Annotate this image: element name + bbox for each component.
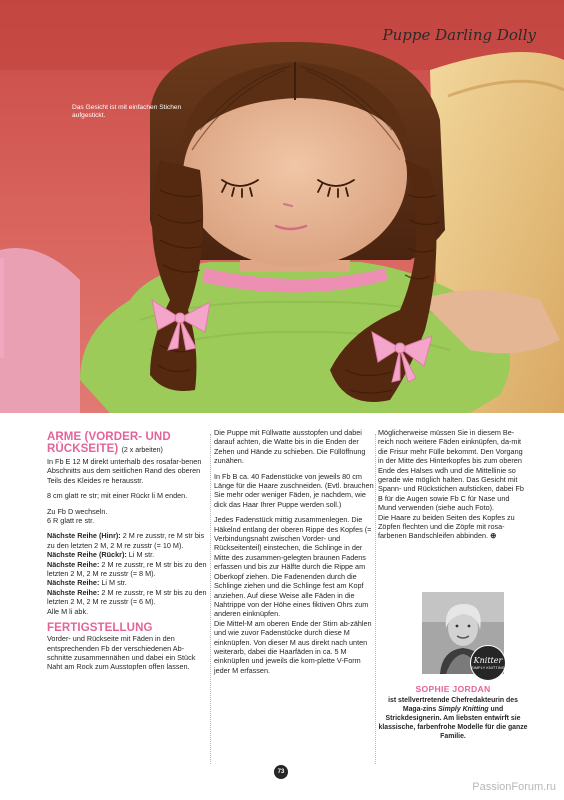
end-mark-icon: ⊕ bbox=[490, 531, 497, 541]
paragraph: Möglicherweise müssen Sie in diesem Be-reich noch weitere Fäden einknüpfen, da-mit die Frisur mehr Fülle bekommt. Den Vorgang in der Mitte des Hinterkopfes bis zum oberen Ende des Halses wdh und die Mittellinie so gerade wie möglich halten. Das Gesicht mit Spann- und Rückstichen aufsticken, dabei Fb B für die Augen sowie Fb C für Nase und Mund verwenden (siehe auch Foto). bbox=[378, 428, 524, 513]
row-text: 2 M re zusstr, re M str bis zu den letzten 2 M, 2 M re zusstr (= 6 M). bbox=[47, 587, 207, 607]
heading-arms-text: ARME (VORDER- UND RÜCKSEITE) bbox=[47, 431, 171, 455]
paragraph: In Fb B ca. 40 Fadenstücke von jeweils 80 cm Länge für die Haare zuschneiden. (Evtl. brauchen Sie mehr oder weniger Fäden, je nachdem, wie dick das Haar Ihrer Puppe werden soll.) bbox=[214, 471, 374, 509]
paragraph: Zu Fb D wechseln. bbox=[47, 506, 108, 516]
author-name: SOPHIE JORDAN bbox=[415, 684, 491, 694]
section-heading-finishing: FERTIGSTELLUNG bbox=[47, 622, 153, 635]
instruction-row bbox=[47, 531, 209, 550]
paragraph: In Fb E 12 M direkt unterhalb des rosafar-benen Abschnitts aus dem seitlichen Rand des oberen Teils des Kleides re herausstr. bbox=[47, 457, 202, 485]
paragraph: Jedes Fadenstück mittig zusammenlegen. Die Häkelnd entlang der oberen Rippe des Kopfes (= Verbindungsnaht zwischen Vorder- und Rückseitenteil) einstechen, die Schlinge in der Mitte des zusammen-gelegten braunen Fadens erfassen und bis zur Hälfte durch die Rippe am Oberkopf ziehen. Die Fadenenden durch die Schlinge ziehen und die Schlinge fest am Kopf anziehen. Auf diese Weise alle Fäden in die Nahtrippe von der Höhe eines fiktiven Ohrs zum anderen einknüpfen. bbox=[214, 515, 372, 619]
author-bio bbox=[378, 696, 528, 741]
column-3 bbox=[378, 428, 528, 547]
column-divider bbox=[375, 434, 376, 764]
instruction-row bbox=[47, 550, 209, 559]
paragraph: Die Puppe mit Füllwatte ausstopfen und dabei darauf achten, die Watte bis in die Enden der Zehen und Hände zu schieben. Die Füllöffnung zunähen. bbox=[214, 428, 366, 466]
watermark: PassionForum.ru bbox=[472, 781, 556, 793]
paragraph: Die Mittel-M am oberen Ende der Stirn ab-zählen und wie zuvor Fadenstücke durch diese M einknüpfen. Von dieser M aus direkt nach unten weiterarb, dabei die Haarfäden in ca. 5 M einknüpfen und jeweils die kom-plette V-Form jeder M erfassen. bbox=[214, 618, 372, 675]
badge-sub: SIMPLY KNITTING bbox=[471, 666, 505, 670]
row-label: Nächste Reihe: bbox=[47, 559, 100, 569]
row-label: Nächste Reihe (Hinr): bbox=[47, 531, 121, 541]
column-1 bbox=[47, 428, 209, 678]
paragraph: Vorder- und Rückseite mit Fäden in den entsprechenden Fb der verschiedenen Ab-schnitte zusammennähen und dabei ein Stück Naht am Rock zum Ausstopfen offen lassen. bbox=[47, 634, 196, 672]
paragraph: Alle M li abk. bbox=[47, 606, 89, 616]
left-accent-strip bbox=[0, 258, 4, 358]
bio-part: ist stellvertretende Chefredakteurin des Maga-zins bbox=[388, 697, 518, 713]
simply-knitting-badge bbox=[470, 645, 506, 681]
paragraph-text: Die Haare zu beiden Seiten des Kopfes zu Zöpfen flechten und die Zöpfe mit rosa-farbenen Bandschleifen abbinden. bbox=[378, 512, 515, 541]
paragraph: 8 cm glatt re str; mit einer Rückr li M enden. bbox=[47, 491, 188, 501]
photo-caption: Das Gesicht ist mit einfachen Stichen aufgestickt. bbox=[72, 104, 182, 120]
row-text: Li M str. bbox=[99, 578, 127, 588]
row-text: 2 M re zusstr, re M str bis zu den letzten 2 M, 2 M re zusstr (= 10 M). bbox=[47, 531, 205, 550]
paragraph: 6 R glatt re str. bbox=[47, 516, 95, 526]
bio-part: und Strickdesignerin. Am liebsten entwirft sie klassische, farbenfrohe Modelle für die ganze Familie. bbox=[378, 706, 528, 740]
row-text: 2 M re zusstr, re M str bis zu den letzten 2 M, 2 M re zusstr (= 8 M). bbox=[47, 559, 207, 579]
article-title: Puppe Darling Dolly bbox=[382, 26, 536, 44]
heading-arms-sub: (2 x arbeiten) bbox=[121, 447, 163, 454]
section-heading-arms bbox=[47, 431, 209, 457]
row-label: Nächste Reihe: bbox=[47, 578, 100, 588]
column-2 bbox=[214, 428, 374, 681]
bio-magazine: Simply Knitting bbox=[438, 706, 489, 713]
row-label: Nächste Reihe: bbox=[47, 587, 100, 597]
instruction-row bbox=[47, 560, 209, 579]
instruction-row bbox=[47, 588, 209, 607]
row-label: Nächste Reihe (Rückr): bbox=[47, 550, 127, 560]
badge-word: Knitter bbox=[473, 656, 503, 665]
column-divider bbox=[210, 434, 211, 764]
paragraph bbox=[378, 513, 528, 541]
instruction-row bbox=[47, 578, 209, 587]
row-text: Li M str. bbox=[126, 550, 155, 560]
page-number: 73 bbox=[274, 765, 288, 779]
